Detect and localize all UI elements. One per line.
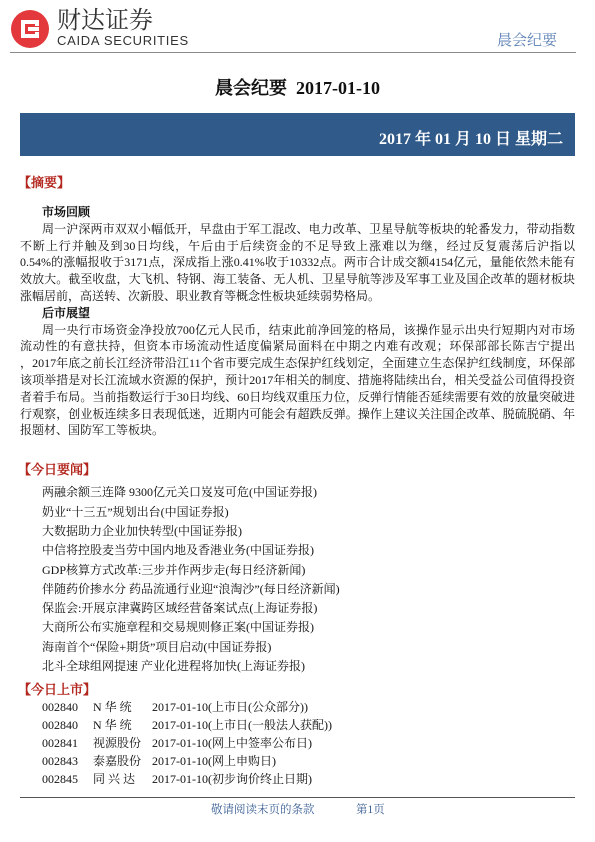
section-heading-listings: 【今日上市】 — [18, 682, 97, 697]
listing-event: 2017-01-10(上市日(一般法人获配)) — [152, 718, 332, 732]
listing-code: 002840 — [42, 718, 78, 732]
report-date: 2017 年 01 月 10 日 星期二 — [378, 131, 563, 148]
news-list — [42, 483, 572, 676]
news-item: 大商所公布实施章程和交易规则修正案(中国证券报) — [42, 620, 314, 635]
summary-line: 不断上行并触及到30日均线，午后由于后续资金的不足导致上涨难以为继，经过反复震荡后沪指以 — [20, 238, 575, 253]
listing-event: 2017-01-10(网上申购日) — [152, 754, 276, 768]
listing-code: 002843 — [42, 754, 78, 768]
listing-name: N 华 统 — [93, 700, 132, 714]
news-item: 伴随药价掺水分 药品流通行业迎“浪淘沙”(每日经济新闻) — [42, 581, 340, 596]
news-item: 大数据助力企业加快转型(中国证券报) — [42, 523, 242, 538]
header-divider — [10, 52, 576, 53]
summary-line: 该项举措是对长江流域水资源的保护，预计2017年相关的制度、措施将陆续出台，相关受益公司值得投资 — [20, 372, 575, 387]
section-heading-summary: 【摘要】 — [18, 175, 71, 190]
listing-row — [42, 698, 572, 716]
summary-line: 者着手布局。当前指数运行于30日均线、60日均线双重压力位，反弹行情能否延续需要有效的放量突破进 — [20, 389, 575, 404]
section-heading-news: 【今日要闻】 — [18, 462, 97, 477]
news-item: 海南首个“保险+期货”项目启动(中国证券报) — [42, 639, 272, 654]
news-item: 保监会:开展京津冀跨区域经营备案试点(上海证券报) — [42, 601, 318, 616]
listing-code: 002840 — [42, 700, 78, 714]
news-item: 两融余额三连降 9300亿元关口岌岌可危(中国证券报) — [42, 485, 317, 500]
summary-line: 周一沪深两市双双小幅低开，早盘由于军工混改、电力改革、卫星导航等板块的轮番发力，带动指数 — [42, 221, 575, 236]
listing-row — [42, 752, 572, 770]
brand-name-cn: 财达证券 — [57, 6, 153, 34]
summary-subtitle: 后市展望 — [42, 305, 91, 320]
summary-subtitle: 市场回顾 — [42, 205, 91, 219]
listing-name: 同 兴 达 — [93, 772, 136, 786]
listing-code: 002845 — [42, 772, 78, 786]
summary-line: 报题材、国防军工等板块。 — [20, 423, 165, 438]
caida-logo-icon — [10, 9, 50, 49]
summary-line: 流动性的有意扶持，但资本市场流动性适度偏紧局面料在中期之内难有改观；环保部部长陈吉宁提出 — [20, 339, 575, 354]
summary-line: 行观察，创业板连续多日表现低迷，近期内可能会有超跌反弹。操作上建议关注国企改革、脱硫脱硝、年 — [20, 406, 575, 421]
news-item: GDP核算方式改革:三步并作两步走(每日经济新闻) — [42, 562, 306, 577]
listing-event: 2017-01-10(网上中签率公布日) — [152, 736, 312, 750]
news-item: 奶业“十三五”规划出台(中国证券报) — [42, 504, 229, 519]
summary-line: 周一央行市场资金净投放700亿元人民币，结束此前净回笼的格局，该操作显示出央行短期内对市场 — [42, 322, 575, 337]
brand-name-en: CAIDA SECURITIES — [57, 33, 189, 48]
listing-event: 2017-01-10(初步询价终止日期) — [152, 772, 312, 786]
listing-name: N 华 统 — [93, 718, 132, 732]
summary-line: 效放大。截至收盘，大飞机、特钢、海工装备、无人机、卫星导航等涉及军事工业及国企改革的题材板块 — [20, 272, 575, 287]
listing-name: 视源股份 — [93, 736, 142, 750]
page-title: 晨会纪要 2017-01-10 — [215, 78, 380, 98]
page-number: 第1页 — [356, 804, 385, 816]
listing-row — [42, 770, 572, 788]
summary-line: 0.54%的涨幅报收于3171点，深成指上涨0.41%收于10332点。两市合计成交额4154亿元，量能依然未能有 — [20, 255, 575, 270]
footer-divider — [20, 797, 575, 798]
listing-name: 泰嘉股份 — [93, 754, 142, 768]
listing-table — [42, 698, 572, 788]
summary-line: ，2017年底之前长江经济带沿江11个省市要完成生态保护红线划定，全面建立生态保护红线制度，环保部 — [20, 356, 575, 371]
footer-notice: 敬请阅读末页的条款 — [211, 804, 315, 816]
listing-row — [42, 716, 572, 734]
listing-event: 2017-01-10(上市日(公众部分)) — [152, 700, 308, 714]
news-item: 北斗全球组网提速 产业化进程将加快(上海证券报) — [42, 659, 305, 674]
listing-code: 002841 — [42, 736, 78, 750]
summary-line: 涨幅居前，高送转、次新股、职业教育等概念性板块延续弱势格局。 — [20, 288, 381, 303]
news-item: 中信将控股麦当劳中国内地及香港业务(中国证券报) — [42, 543, 314, 558]
summary-body — [20, 204, 575, 439]
listing-row — [42, 734, 572, 752]
date-banner — [20, 113, 575, 156]
header-doc-type: 晨会纪要 — [497, 31, 558, 49]
